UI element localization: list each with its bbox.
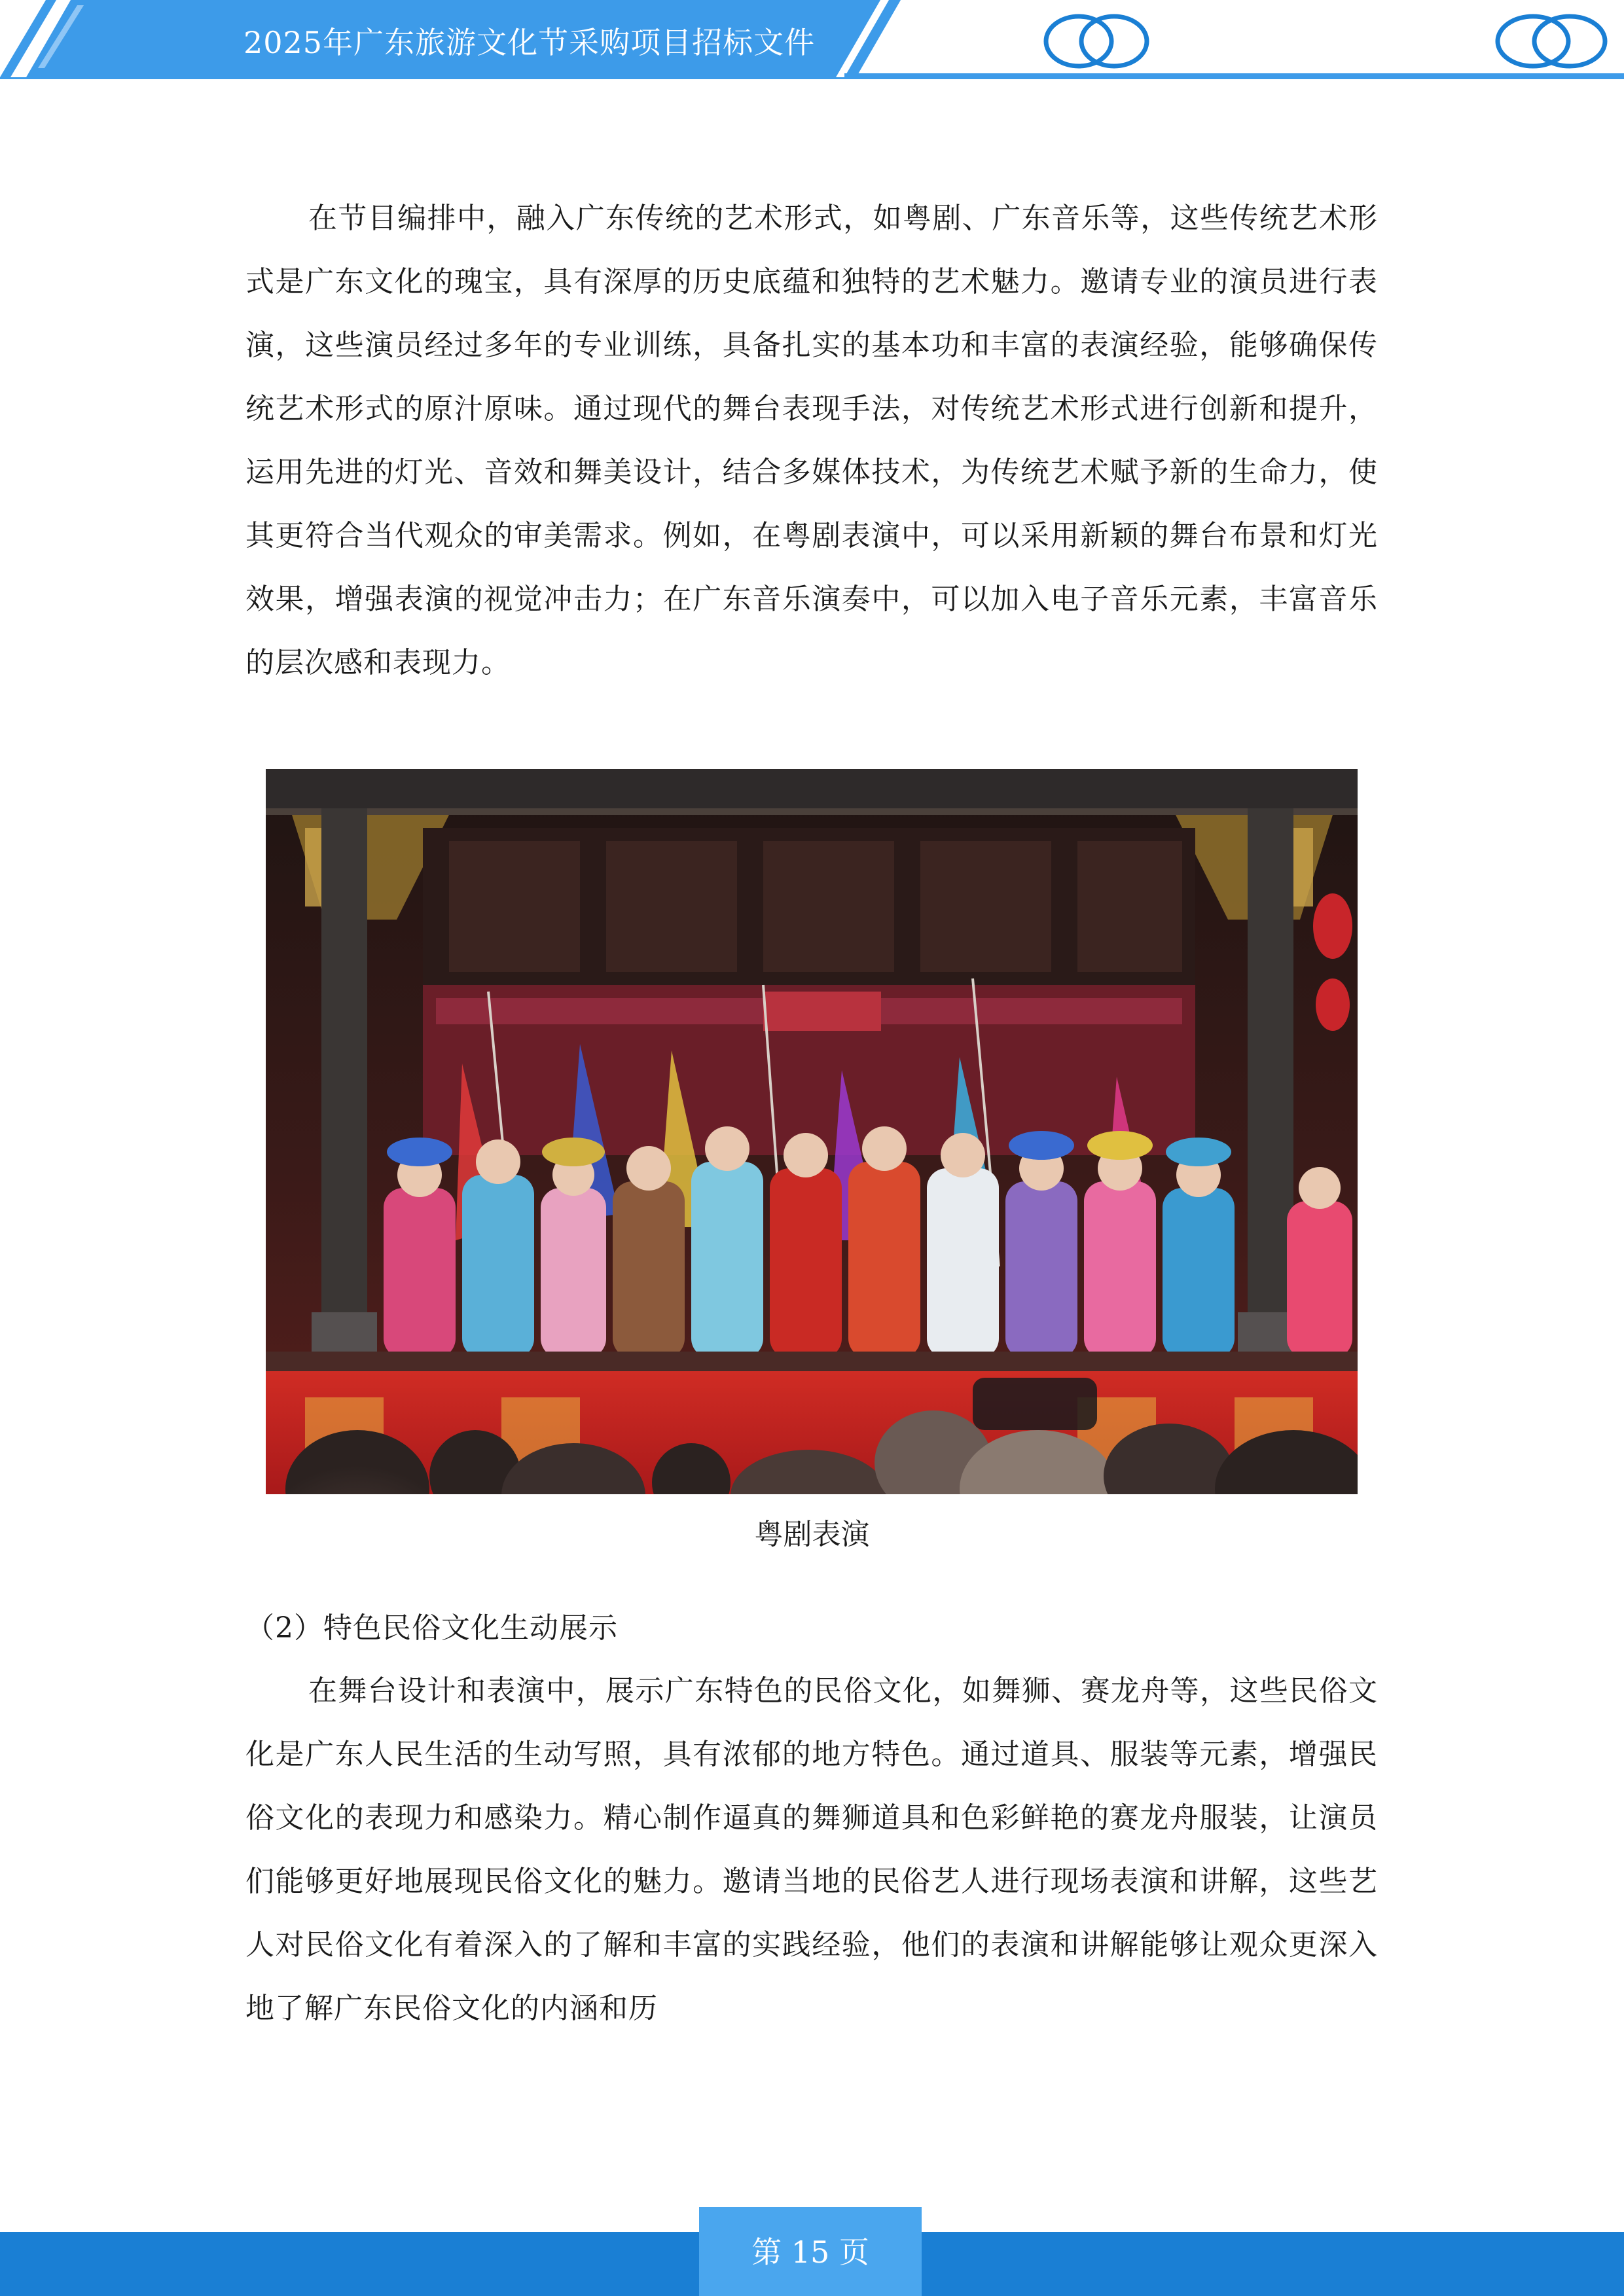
body-paragraph: 在节目编排中，融入广东传统的艺术形式，如粤剧、广东音乐等，这些传统艺术形式是广东文化的瑰宝，具有深厚的历史底蕴和独特的艺术魅力。邀请专业的演员进行表演，这些演员经过多年的专业训练，具备扎实的基本功和丰富的表演经验，能够确保传统艺术形式的原汁原味。通过现代的舞台表现手法，对传统艺术形式进行创新和提升，运用先进的灯光、音效和舞美设计，结合多媒体技术，为传统艺术赋予新的生命力，使其更符合当代观众的审美需求。例如，在粤剧表演中，可以采用新颖的舞台布景和灯光效果，增强表演的视觉冲击力；在广东音乐演奏中，可以加入电子音乐元素，丰富音乐的层次感和表现力。: [245, 202, 1378, 679]
cantonese-opera-photo: [266, 769, 1358, 1494]
document-title: 2025年广东旅游文化节采购项目招标文件: [244, 25, 816, 60]
rings-logo-icon: [1041, 12, 1152, 71]
body-section: [245, 187, 1378, 694]
body-section: [245, 1659, 1378, 2040]
page-header: [0, 0, 1624, 85]
photo-illustration: [266, 769, 1358, 1494]
body-paragraph: 在舞台设计和表演中，展示广东特色的民俗文化，如舞狮、赛龙舟等，这些民俗文化是广东人民生活的生动写照，具有浓郁的地方特色。通过道具、服装等元素，增强民俗文化的表现力和感染力。精心制作逼真的舞狮道具和色彩鲜艳的赛龙舟服装，让演员们能够更好地展现民俗文化的魅力。邀请当地的民俗艺人进行现场表演和讲解，这些艺人对民俗文化有着深入的了解和丰富的实践经验，他们的表演和讲解能够让观众更深入地了解广东民俗文化的内涵和历: [245, 1674, 1378, 2025]
figure-caption: 粤剧表演: [754, 1518, 870, 1551]
rings-logo-icon: [1492, 12, 1610, 71]
page-number: 第 15 页: [751, 2234, 869, 2270]
section-heading: （2）特色民俗文化生动展示: [245, 1611, 618, 1645]
